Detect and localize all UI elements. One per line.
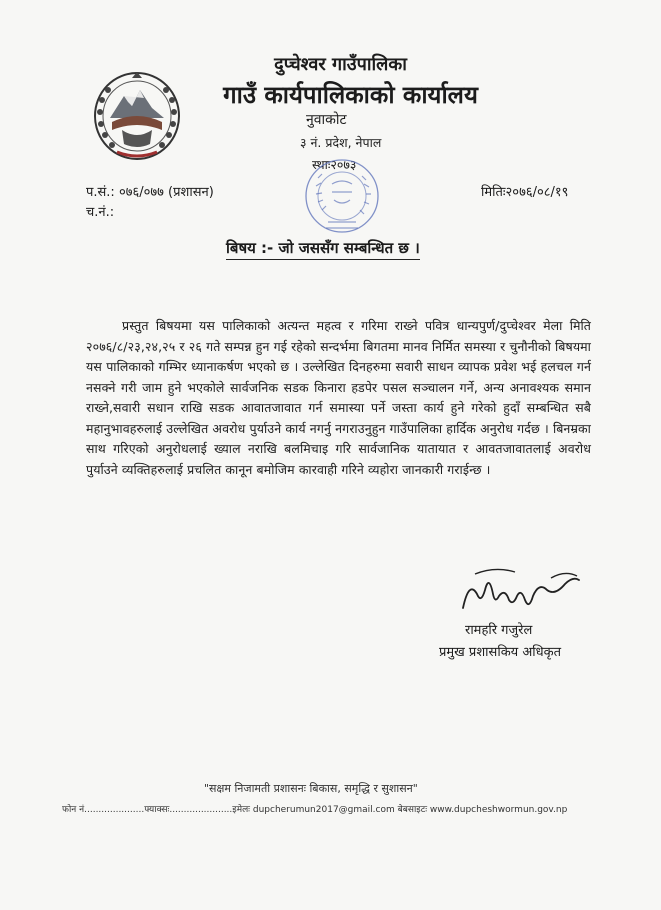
municipality-name: दुप्चेश्वर गाउँपालिका — [274, 54, 407, 75]
province-name: ३ नं. प्रदेश, नेपाल — [300, 135, 382, 150]
footer-contact: फोन नं.....................फ्याक्सः......................इमेलः dupcherumun2017@gmail.com बेबसाइटः www.dupcheshwormun.gov.np — [62, 805, 568, 815]
district-name: नुवाकोट — [306, 112, 347, 128]
footer-motto: "सक्षम निजामती प्रशासनः बिकास, समृद्धि र सुशासन" — [204, 782, 418, 795]
signatory-name: रामहरि गजुरेल — [465, 623, 533, 638]
letter-date: मितिः२०७६/०८/१९ — [481, 185, 569, 200]
office-stamp-icon — [296, 150, 388, 242]
established-year: स्थाः२०७३ — [312, 157, 357, 172]
dispatch-number: च.नं.: — [86, 205, 115, 220]
letter-body: प्रस्तुत बिषयमा यस पालिकाको अत्यन्त महत्व र गरिमा राख्ने पवित्र धान्यपुर्ण/दुप्चेश्वर मेला मिति २०७६/८/२३,२४,२५ र २६ गते सम्पन्न हुन गई रहेको सन्दर्भमा बिगतमा मानव निर्मित समस्या र चुनौनीको बिषयमा यस पालिकाको गम्भिर ध्यानाकर्षण भएको छ । उल्लेखित दिनहरुमा सवारी साधन व्यापक प्रवेश भई हलचल गर्न नसक्ने गरी जाम हुने भएकोले सार्वजनिक सडक किनारा हडपेर पसल सञ्चालन गर्ने, अन्य अनावश्यक समान राख्ने,सवारी सधान राखि सडक आवातजावात गर्न समास्या पर्ने जस्ता कार्य हुने गरेको हुदाँ सम्बन्धित सबै महानुभावहरुलाई उल्लेखित अवरोध पुर्याउने कार्य नगर्नु नगराउनुहुन गाउँपालिका हार्दिक अनुरोध गर्दछ । बिनम्रका साथ गरिएको अनुरोधलाई ख्याल नराखि बलमिचाइ गरि सार्वजानिक यातायात र आवतजावातलाई अवरोध पुर्याउने व्यक्तिहरुलाई प्रचलित कानून बमोजिम कारवाही गरिने व्यहोरा जानकारी गराईन्छ । — [86, 318, 591, 477]
signature-icon — [455, 560, 585, 620]
signatory-title: प्रमुख प्रशासकिय अधिकृत — [439, 645, 562, 660]
office-name: गाउँ कार्यपालिकाको कार्यालय — [223, 81, 478, 109]
reference-number: प.सं.: ०७६/०७७ (प्रशासन) — [86, 185, 214, 200]
letter-subject: बिषय :- जो जससँग सम्बन्धित छ । — [226, 238, 420, 260]
